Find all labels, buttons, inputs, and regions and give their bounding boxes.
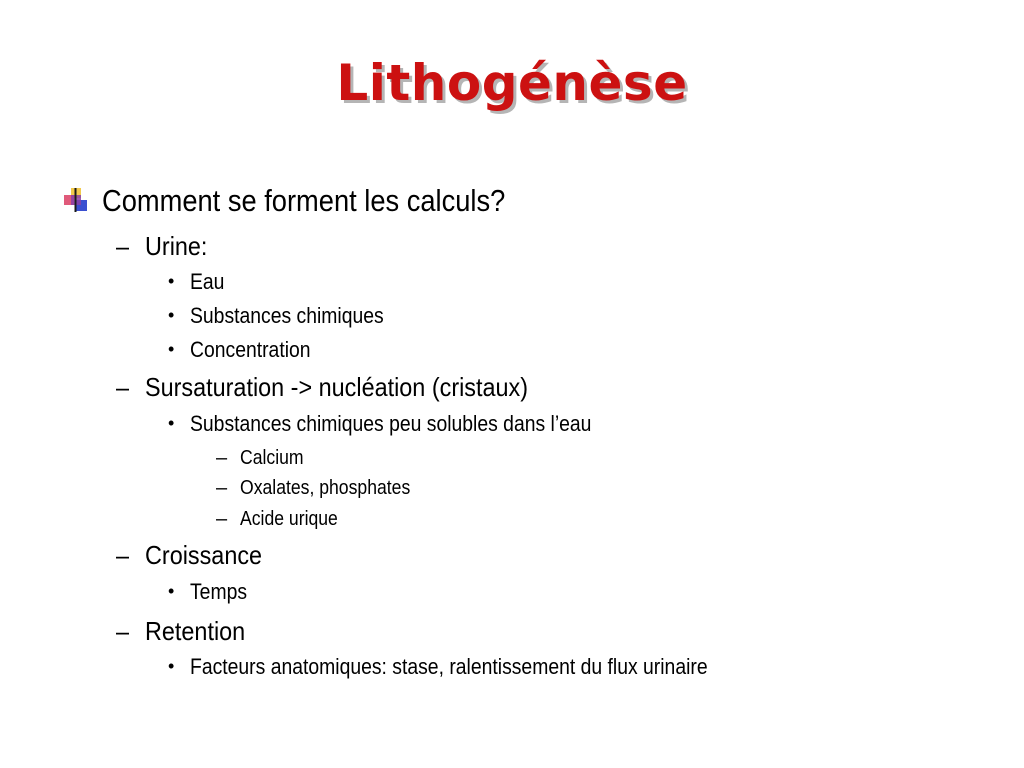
outline-item: Comment se forment les calculs? [102, 183, 506, 218]
dash-marker: – [116, 616, 130, 646]
dash-marker: – [116, 231, 130, 261]
outline-item: Acide urique [240, 508, 338, 530]
outline-item: Concentration [190, 337, 311, 362]
outline-item: Oxalates, phosphates [240, 477, 411, 499]
outline-item: Croissance [145, 540, 263, 570]
bullet-marker: • [168, 581, 175, 601]
dash-marker: – [116, 372, 130, 402]
outline-item: Urine: [145, 231, 208, 261]
bullet-marker: • [168, 271, 175, 291]
outline-item: Retention [145, 616, 246, 646]
dash-marker: – [216, 447, 228, 469]
outline-item: Substances chimiques peu solubles dans l’eau [190, 411, 592, 436]
outline-item: Eau [190, 269, 225, 294]
dash-marker: – [116, 540, 130, 570]
square-bullet-icon [62, 186, 90, 214]
outline-item: Sursaturation -> nucléation (cristaux) [145, 372, 529, 402]
outline-item: Calcium [240, 447, 304, 469]
bullet-marker: • [168, 413, 175, 433]
slide-title: Lithogénèse [336, 54, 688, 112]
outline-item: Facteurs anatomiques: stase, ralentissement du flux urinaire [190, 654, 708, 679]
bullet-marker: • [168, 656, 175, 676]
bullet-marker: • [168, 339, 175, 359]
dash-marker: – [216, 477, 228, 499]
outline-item: Temps [190, 579, 248, 604]
bullet-marker: • [168, 305, 175, 325]
outline-item: Substances chimiques [190, 303, 384, 328]
dash-marker: – [216, 508, 228, 530]
